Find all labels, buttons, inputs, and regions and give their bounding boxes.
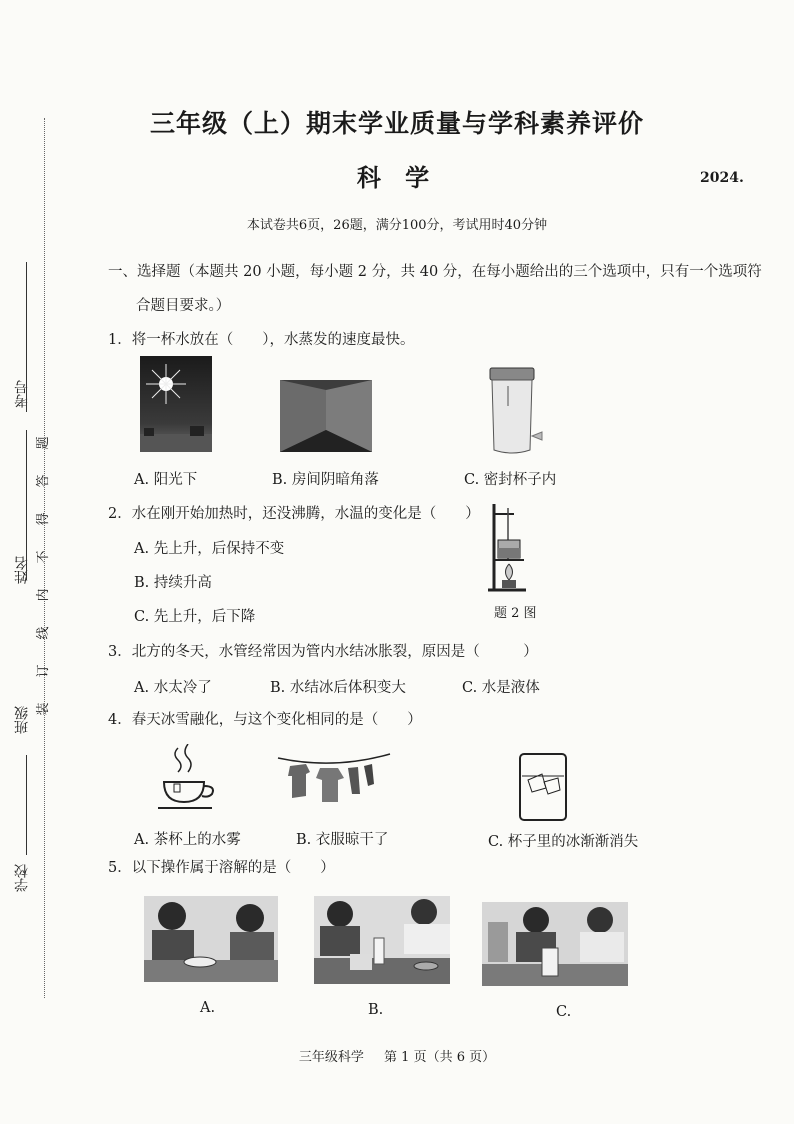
section-heading-line1: 一、选择题（本题共 20 小题，每小题 2 分，共 40 分，在每小题给出的三个选项中，只有一个选项符 bbox=[108, 264, 762, 280]
teacup-figure bbox=[156, 744, 220, 816]
ice-cup-icon bbox=[518, 752, 570, 824]
heating-apparatus-figure bbox=[484, 500, 534, 596]
question-4-option-a[interactable]: A. 茶杯上的水雾 bbox=[134, 832, 241, 848]
room-corner-icon bbox=[280, 380, 372, 452]
question-2-stem: 2．水在刚开始加热时，还没沸腾，水温的变化是（ ） bbox=[108, 506, 480, 522]
seal-char: 答 bbox=[36, 474, 51, 488]
page-title: 三年级（上）期末学业质量与学科素养评价 bbox=[149, 109, 644, 138]
seal-char: 订 bbox=[36, 664, 51, 678]
subject-heading: 科 学 bbox=[356, 163, 438, 192]
question-3-stem: 3．北方的冬天，水管经常因为管内水结冰胀裂，原因是（ ） bbox=[108, 644, 538, 660]
sun-icon bbox=[140, 356, 212, 452]
margin-label-exam-number: 考号 bbox=[14, 380, 30, 408]
question-4-option-c[interactable]: C. 杯子里的冰渐渐消失 bbox=[488, 834, 639, 850]
seal-char: 装 bbox=[36, 702, 51, 716]
exam-number-blank bbox=[26, 262, 27, 412]
question-2-option-c[interactable]: C. 先上升，后下降 bbox=[134, 609, 256, 625]
sealed-cup-photo bbox=[484, 366, 544, 456]
page-footer bbox=[0, 1046, 794, 1065]
question-5-option-a[interactable]: A. bbox=[200, 1000, 216, 1016]
question-5-stem: 5．以下操作属于溶解的是（ ） bbox=[108, 860, 335, 876]
seal-char: 线 bbox=[36, 626, 51, 640]
section-heading-line2: 合题目要求。） bbox=[136, 298, 231, 314]
question-5-option-b[interactable]: B. bbox=[368, 1002, 384, 1018]
seal-char: 题 bbox=[36, 436, 51, 450]
students-experiment-b-icon bbox=[314, 896, 450, 984]
dark-corner-photo bbox=[280, 380, 372, 452]
question-1-option-b[interactable]: B. 房间阴暗角落 bbox=[272, 472, 379, 488]
students-experiment-c-icon bbox=[482, 902, 628, 986]
margin-label-name: 姓名 bbox=[14, 556, 30, 584]
margin-label-school: 学校 bbox=[14, 864, 30, 892]
ice-cup-figure bbox=[518, 752, 570, 824]
seal-char: 不 bbox=[36, 550, 51, 564]
footer-subject: 三年级科学 bbox=[298, 1050, 364, 1065]
students-experiment-a-icon bbox=[144, 896, 278, 982]
exam-info: 本试卷共6页，26题，满分100分，考试用时40分钟 bbox=[246, 218, 548, 233]
seal-warning bbox=[36, 424, 52, 728]
experiment-photo-a bbox=[144, 896, 278, 982]
question-4-stem: 4．春天冰雪融化，与这个变化相同的是（ ） bbox=[108, 712, 422, 728]
footer-page-number: 第 1 页（共 6 页） bbox=[384, 1050, 496, 1065]
sunlight-photo bbox=[140, 356, 212, 452]
drying-clothes-figure bbox=[276, 750, 392, 810]
question-1-stem: 1．将一杯水放在（ ），水蒸发的速度最快。 bbox=[108, 332, 415, 348]
question-2-option-a[interactable]: A. 先上升，后保持不变 bbox=[134, 541, 285, 557]
question-3-option-b[interactable]: B. 水结冰后体积变大 bbox=[270, 680, 406, 696]
class-blank bbox=[26, 755, 27, 855]
question-2-option-b[interactable]: B. 持续升高 bbox=[134, 575, 212, 591]
experiment-photo-b bbox=[314, 896, 450, 984]
question-2-figure-caption: 题 2 图 bbox=[494, 606, 537, 621]
question-1-option-a[interactable]: A. 阳光下 bbox=[134, 472, 198, 488]
question-1-option-c[interactable]: C. 密封杯子内 bbox=[464, 472, 557, 488]
margin-label-class: 班级 bbox=[14, 706, 30, 734]
question-4-option-b[interactable]: B. 衣服晾干了 bbox=[296, 832, 389, 848]
question-5-option-c[interactable]: C. bbox=[556, 1004, 572, 1020]
sealed-cup-icon bbox=[484, 366, 544, 456]
question-3-option-c[interactable]: C. 水是液体 bbox=[462, 680, 540, 696]
exam-year: 2024. bbox=[700, 170, 744, 186]
seal-char: 得 bbox=[36, 512, 51, 526]
clothes-line-icon bbox=[276, 750, 392, 810]
experiment-photo-c bbox=[482, 902, 628, 986]
heating-apparatus-icon bbox=[484, 500, 534, 596]
question-3-option-a[interactable]: A. 水太冷了 bbox=[134, 680, 212, 696]
seal-char: 内 bbox=[36, 588, 51, 602]
steaming-teacup-icon bbox=[156, 744, 220, 816]
